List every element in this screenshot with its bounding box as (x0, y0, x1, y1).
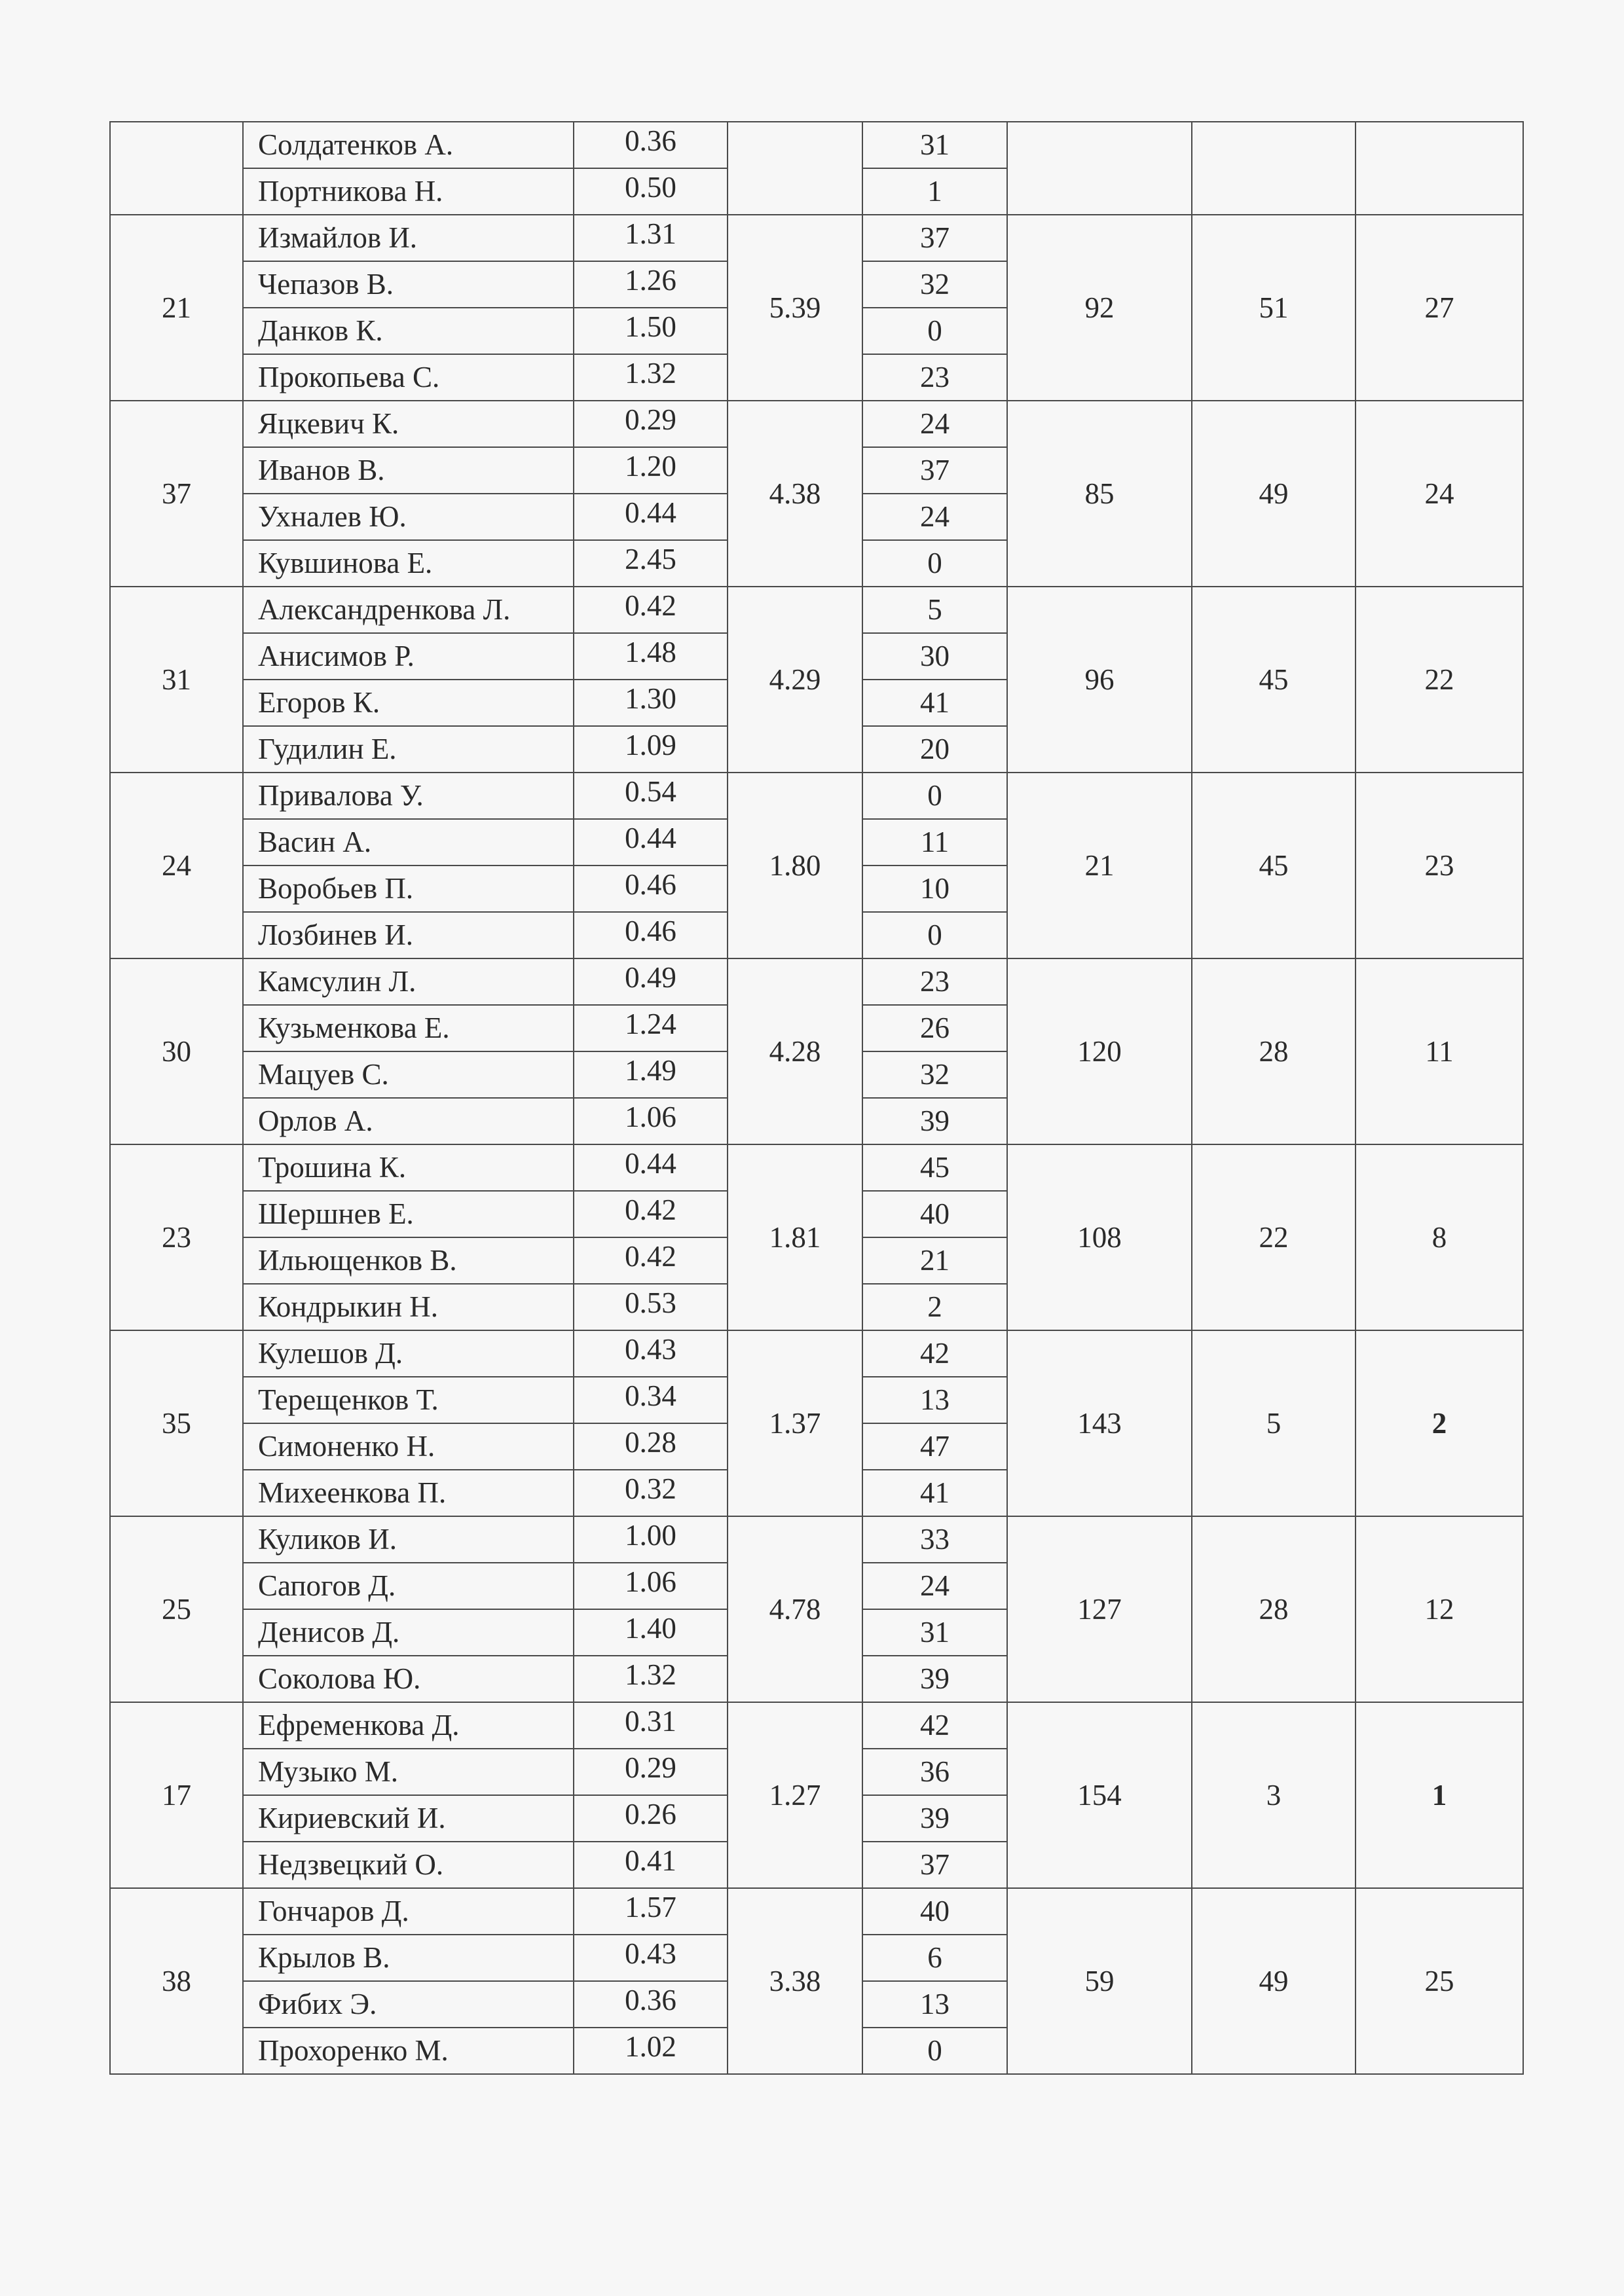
member-name: Иванов В. (243, 447, 574, 494)
member-time: 1.02 (574, 2028, 728, 2074)
member-score: 0 (862, 540, 1007, 587)
team-sum: 85 (1007, 401, 1192, 587)
member-name: Чепазов В. (243, 261, 574, 308)
team-place: 11 (1356, 958, 1523, 1144)
team-col7: 5 (1192, 1330, 1356, 1516)
member-name: Прокопьева С. (243, 354, 574, 401)
team-total-time: 4.38 (728, 401, 862, 587)
member-time: 1.40 (574, 1609, 728, 1656)
team-sum: 127 (1007, 1516, 1192, 1702)
team-number: 38 (110, 1888, 243, 2074)
member-score: 33 (862, 1516, 1007, 1563)
team-number: 21 (110, 215, 243, 401)
member-score: 26 (862, 1005, 1007, 1051)
member-time: 0.32 (574, 1470, 728, 1516)
team-total-time: 4.78 (728, 1516, 862, 1702)
member-name: Денисов Д. (243, 1609, 574, 1656)
member-time: 0.42 (574, 587, 728, 633)
team-sum: 108 (1007, 1144, 1192, 1330)
team-sum: 143 (1007, 1330, 1192, 1516)
member-name: Терещенков Т. (243, 1377, 574, 1423)
member-time: 1.26 (574, 261, 728, 308)
member-time: 0.36 (574, 122, 728, 168)
team-place: 27 (1356, 215, 1523, 401)
member-time: 0.44 (574, 494, 728, 540)
member-time: 1.24 (574, 1005, 728, 1051)
table-row (110, 773, 1523, 819)
member-score: 37 (862, 215, 1007, 261)
member-name: Куликов И. (243, 1516, 574, 1563)
team-number-cell (110, 122, 243, 215)
member-name: Данков К. (243, 308, 574, 354)
team-number: 30 (110, 958, 243, 1144)
member-time: 0.54 (574, 773, 728, 819)
team-place: 1 (1356, 1702, 1523, 1888)
member-score: 20 (862, 726, 1007, 773)
member-time: 1.57 (574, 1888, 728, 1935)
member-name: Мацуев С. (243, 1051, 574, 1098)
member-name: Привалова У. (243, 773, 574, 819)
member-name: Трошина К. (243, 1144, 574, 1191)
member-score: 39 (862, 1656, 1007, 1702)
member-score: 6 (862, 1935, 1007, 1981)
member-time: 1.06 (574, 1563, 728, 1609)
team-place: 8 (1356, 1144, 1523, 1330)
member-name: Симоненко Н. (243, 1423, 574, 1470)
team-place: 25 (1356, 1888, 1523, 2074)
team-col7: 49 (1192, 401, 1356, 587)
member-score: 24 (862, 1563, 1007, 1609)
member-score: 32 (862, 261, 1007, 308)
member-name: Анисимов Р. (243, 633, 574, 680)
member-name: Соколова Ю. (243, 1656, 574, 1702)
member-score: 0 (862, 2028, 1007, 2074)
member-name: Михеенкова П. (243, 1470, 574, 1516)
member-score: 0 (862, 308, 1007, 354)
member-time: 0.26 (574, 1795, 728, 1842)
member-score: 41 (862, 680, 1007, 726)
team-total-time: 1.80 (728, 773, 862, 958)
team-col7: 3 (1192, 1702, 1356, 1888)
team-total-time: 3.38 (728, 1888, 862, 2074)
team-col7: 51 (1192, 215, 1356, 401)
member-score: 13 (862, 1377, 1007, 1423)
table-row (110, 1888, 1523, 1935)
member-score: 42 (862, 1702, 1007, 1749)
member-time: 1.49 (574, 1051, 728, 1098)
team-number: 23 (110, 1144, 243, 1330)
member-score: 45 (862, 1144, 1007, 1191)
member-name: Александренкова Л. (243, 587, 574, 633)
member-score: 39 (862, 1795, 1007, 1842)
member-name: Прохоренко М. (243, 2028, 574, 2074)
member-time: 0.44 (574, 819, 728, 866)
member-score: 21 (862, 1237, 1007, 1284)
member-time: 0.46 (574, 866, 728, 912)
member-score: 23 (862, 958, 1007, 1005)
member-time: 0.29 (574, 1749, 728, 1795)
team-number: 17 (110, 1702, 243, 1888)
member-time: 2.45 (574, 540, 728, 587)
member-time: 0.43 (574, 1935, 728, 1981)
member-time: 0.29 (574, 401, 728, 447)
member-time: 0.41 (574, 1842, 728, 1888)
member-score: 0 (862, 773, 1007, 819)
member-score: 10 (862, 866, 1007, 912)
team-total-time (728, 122, 862, 215)
member-name: Камсулин Л. (243, 958, 574, 1005)
team-total-time: 1.37 (728, 1330, 862, 1516)
team-place: 12 (1356, 1516, 1523, 1702)
member-name: Гудилин Е. (243, 726, 574, 773)
member-name: Кузьменкова Е. (243, 1005, 574, 1051)
member-time: 0.50 (574, 168, 728, 215)
member-name: Солдатенков А. (243, 122, 574, 168)
team-sum: 120 (1007, 958, 1192, 1144)
member-name: Лозбинев И. (243, 912, 574, 958)
table-row (110, 958, 1523, 1005)
team-total-time: 4.28 (728, 958, 862, 1144)
member-name: Сапогов Д. (243, 1563, 574, 1609)
member-name: Кулешов Д. (243, 1330, 574, 1377)
member-score: 13 (862, 1981, 1007, 2028)
member-score: 30 (862, 633, 1007, 680)
member-time: 1.30 (574, 680, 728, 726)
member-score: 39 (862, 1098, 1007, 1144)
team-number: 25 (110, 1516, 243, 1702)
table-row (110, 1330, 1523, 1377)
member-name: Портникова Н. (243, 168, 574, 215)
team-col7: 49 (1192, 1888, 1356, 2074)
team-col7 (1192, 122, 1356, 215)
member-time: 1.32 (574, 354, 728, 401)
member-name: Ухналев Ю. (243, 494, 574, 540)
team-sum: 59 (1007, 1888, 1192, 2074)
member-score: 41 (862, 1470, 1007, 1516)
team-place (1356, 122, 1523, 215)
team-sum: 92 (1007, 215, 1192, 401)
member-score: 31 (862, 1609, 1007, 1656)
member-time: 1.48 (574, 633, 728, 680)
member-time: 0.43 (574, 1330, 728, 1377)
table-row (110, 401, 1523, 447)
member-time: 1.32 (574, 1656, 728, 1702)
team-col7: 28 (1192, 1516, 1356, 1702)
member-time: 0.46 (574, 912, 728, 958)
member-score: 23 (862, 354, 1007, 401)
team-col7: 45 (1192, 773, 1356, 958)
team-sum: 154 (1007, 1702, 1192, 1888)
member-name: Кондрыкин Н. (243, 1284, 574, 1330)
member-time: 0.49 (574, 958, 728, 1005)
team-number: 37 (110, 401, 243, 587)
member-name: Орлов А. (243, 1098, 574, 1144)
member-time: 0.28 (574, 1423, 728, 1470)
team-col7: 28 (1192, 958, 1356, 1144)
member-name: Кириевский И. (243, 1795, 574, 1842)
member-score: 5 (862, 587, 1007, 633)
team-total-time: 1.81 (728, 1144, 862, 1330)
team-total-time: 5.39 (728, 215, 862, 401)
team-place: 23 (1356, 773, 1523, 958)
team-sum (1007, 122, 1192, 215)
member-score: 32 (862, 1051, 1007, 1098)
member-score: 42 (862, 1330, 1007, 1377)
member-score: 31 (862, 122, 1007, 168)
team-col7: 45 (1192, 587, 1356, 773)
member-name: Воробьев П. (243, 866, 574, 912)
team-place: 24 (1356, 401, 1523, 587)
member-score: 37 (862, 1842, 1007, 1888)
member-score: 11 (862, 819, 1007, 866)
table-row (110, 215, 1523, 261)
member-name: Крылов В. (243, 1935, 574, 1981)
member-name: Измайлов И. (243, 215, 574, 261)
member-time: 0.42 (574, 1237, 728, 1284)
member-time: 1.09 (574, 726, 728, 773)
member-score: 47 (862, 1423, 1007, 1470)
member-score: 37 (862, 447, 1007, 494)
member-time: 0.44 (574, 1144, 728, 1191)
table-row (110, 122, 1523, 168)
member-name: Шершнев Е. (243, 1191, 574, 1237)
member-score: 24 (862, 401, 1007, 447)
table-row (110, 587, 1523, 633)
team-number: 24 (110, 773, 243, 958)
team-place: 22 (1356, 587, 1523, 773)
member-time: 1.00 (574, 1516, 728, 1563)
table-row (110, 1702, 1523, 1749)
table-row (110, 1144, 1523, 1191)
member-time: 1.50 (574, 308, 728, 354)
team-col7: 22 (1192, 1144, 1356, 1330)
member-score: 40 (862, 1191, 1007, 1237)
member-time: 1.20 (574, 447, 728, 494)
member-name: Кувшинова Е. (243, 540, 574, 587)
team-sum: 21 (1007, 773, 1192, 958)
team-total-time: 1.27 (728, 1702, 862, 1888)
member-name: Музыко М. (243, 1749, 574, 1795)
results-table (109, 121, 1524, 2075)
member-name: Ефременкова Д. (243, 1702, 574, 1749)
member-time: 0.53 (574, 1284, 728, 1330)
member-time: 0.34 (574, 1377, 728, 1423)
member-name: Гончаров Д. (243, 1888, 574, 1935)
member-time: 0.31 (574, 1702, 728, 1749)
member-time: 1.06 (574, 1098, 728, 1144)
table-row (110, 1516, 1523, 1563)
member-time: 1.31 (574, 215, 728, 261)
team-sum: 96 (1007, 587, 1192, 773)
team-total-time: 4.29 (728, 587, 862, 773)
member-time: 0.42 (574, 1191, 728, 1237)
member-score: 36 (862, 1749, 1007, 1795)
member-name: Яцкевич К. (243, 401, 574, 447)
team-number: 35 (110, 1330, 243, 1516)
member-score: 0 (862, 912, 1007, 958)
member-name: Недзвецкий О. (243, 1842, 574, 1888)
member-score: 2 (862, 1284, 1007, 1330)
member-name: Ильющенков В. (243, 1237, 574, 1284)
team-place: 2 (1356, 1330, 1523, 1516)
team-number: 31 (110, 587, 243, 773)
member-name: Егоров К. (243, 680, 574, 726)
member-time: 0.36 (574, 1981, 728, 2028)
table-body (110, 122, 1523, 2074)
member-score: 24 (862, 494, 1007, 540)
member-name: Васин А. (243, 819, 574, 866)
member-score: 40 (862, 1888, 1007, 1935)
member-name: Фибих Э. (243, 1981, 574, 2028)
member-score: 1 (862, 168, 1007, 215)
